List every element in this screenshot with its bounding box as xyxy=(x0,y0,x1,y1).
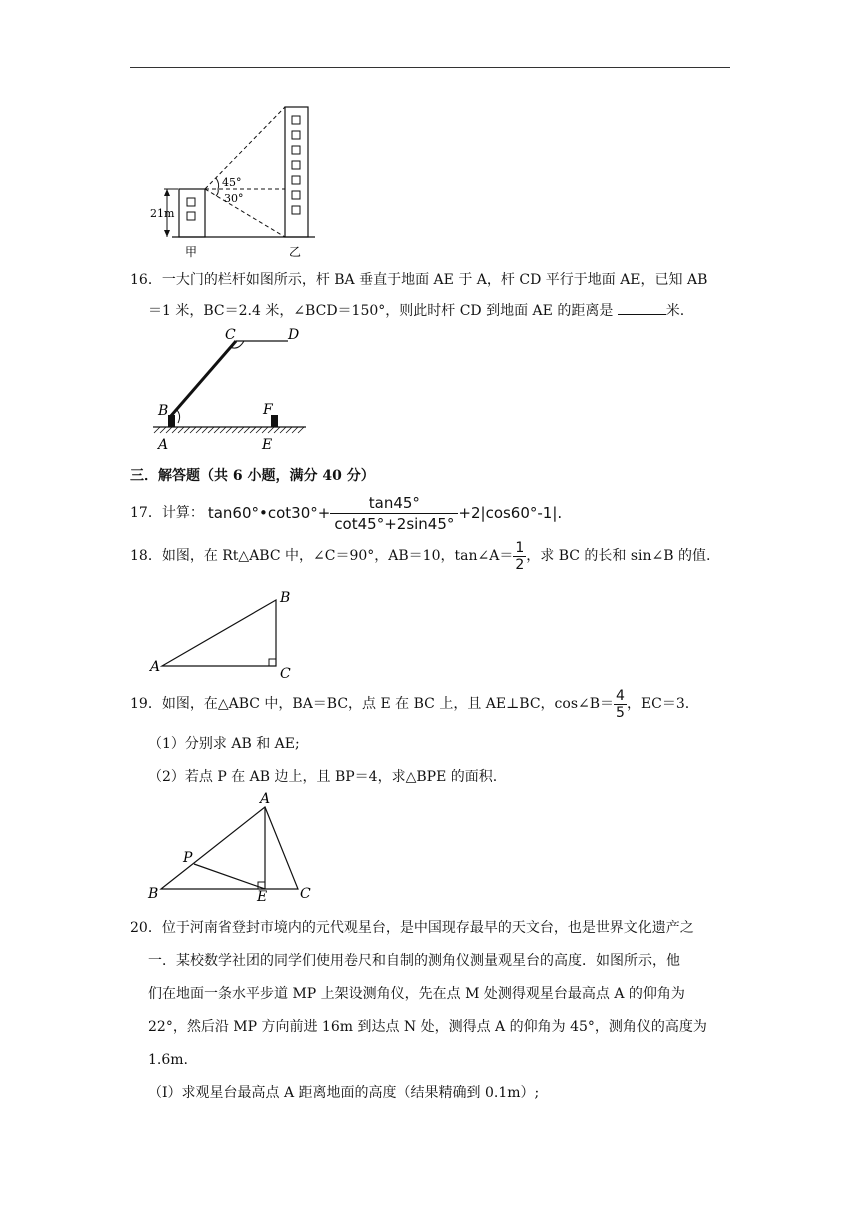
point-e-label: E xyxy=(262,437,273,453)
angle-45-label: 45° xyxy=(222,176,242,189)
point-e-label: E xyxy=(257,889,268,902)
point-c-label: C xyxy=(300,886,311,902)
building-yi-label: 乙 xyxy=(289,245,302,259)
q17-term1: tan60°•cot30°+ xyxy=(207,504,331,522)
q20-line4: 22°，然后沿 MP 方向前进 16m 到达点 N 处，测得点 A 的仰角为 45°，测角仪的高度为 xyxy=(148,1019,707,1035)
q19-fraction xyxy=(614,688,627,721)
point-f-label: F xyxy=(263,402,273,418)
q17-fraction xyxy=(330,493,458,534)
q17 xyxy=(130,493,562,533)
q18-frac-num: 1 xyxy=(515,539,525,556)
point-a-label: A xyxy=(260,791,271,807)
q17-frac-den: cot45°+2sin45° xyxy=(334,514,455,533)
point-b-label: B xyxy=(148,886,159,902)
q18-frac-den: 2 xyxy=(515,556,525,573)
building-jia-label: 甲 xyxy=(185,245,198,259)
point-b-label: B xyxy=(280,590,291,606)
point-c-label: C xyxy=(225,327,236,343)
right-triangle-figure xyxy=(148,588,308,683)
q19-frac-den: 5 xyxy=(616,704,625,721)
q16-line2 xyxy=(148,300,684,321)
q17-frac-num: tan45° xyxy=(330,493,458,514)
q20-line2: 一．某校数学社团的同学们使用卷尺和自制的测角仪测量观星台的高度．如图所示，他 xyxy=(148,953,680,969)
point-p-label: P xyxy=(183,850,193,866)
header-rule xyxy=(130,67,730,68)
q19-sub1: （1）分别求 AB 和 AE; xyxy=(148,736,300,752)
q18-fraction xyxy=(513,540,526,573)
point-c-label: C xyxy=(280,666,291,682)
point-b-label: B xyxy=(158,403,169,419)
q18 xyxy=(130,538,710,574)
point-d-label: D xyxy=(288,327,300,343)
q20-line5: 1.6m. xyxy=(148,1052,188,1068)
point-a-label: A xyxy=(150,659,161,675)
q19-text-a: 19．如图，在△ABC 中，BA＝BC，点 E 在 BC 上，且 AE⊥BC，cos∠B＝ xyxy=(130,696,615,712)
q20-line1: 20．位于河南省登封市境内的元代观星台，是中国现存最早的天文台，也是世界文化遗产之 xyxy=(130,920,694,936)
height-label: 21m xyxy=(150,207,175,220)
railing-figure xyxy=(148,325,313,455)
q16-line1: 16．一大门的栏杆如图所示，杆 BA 垂直于地面 AE 于 A，杆 CD 平行于地面 AE，已知 AB xyxy=(130,272,708,288)
section-heading: 三．解答题（共 6 小题，满分 40 分） xyxy=(130,468,375,484)
answer-blank xyxy=(618,300,666,315)
q20-line3: 们在地面一条水平步道 MP 上架设测角仪，先在点 M 处测得观星台最高点 A 的仰角为 xyxy=(148,986,685,1002)
q19-frac-num: 4 xyxy=(616,687,625,704)
q16-line2-text: ＝1 米，BC＝2.4 米，∠BCD＝150°，则此时杆 CD 到地面 AE 的距离是 xyxy=(148,303,614,319)
point-a-label: A xyxy=(158,437,169,453)
q20-sub1: （Ⅰ）求观星台最高点 A 距离地面的高度（结果精确到 0.1m）; xyxy=(148,1085,540,1101)
q18-text-b: ，求 BC 的长和 sin∠B 的值. xyxy=(526,548,711,564)
buildings-figure xyxy=(150,100,320,265)
q18-text-a: 18．如图，在 Rt△ABC 中，∠C＝90°，AB＝10，tan∠A＝ xyxy=(130,548,514,564)
q17-term2: +2|cos60°-1|. xyxy=(458,504,563,522)
q17-prefix: 17．计算： xyxy=(130,505,204,521)
triangle-abc-figure xyxy=(145,790,320,902)
q16-line2-unit: 米. xyxy=(665,303,685,319)
q19-sub2: （2）若点 P 在 AB 边上，且 BP＝4，求△BPE 的面积. xyxy=(148,769,498,785)
q19 xyxy=(130,686,689,722)
q19-text-b: ，EC＝3. xyxy=(626,696,690,712)
angle-30-label: 30° xyxy=(224,192,244,205)
